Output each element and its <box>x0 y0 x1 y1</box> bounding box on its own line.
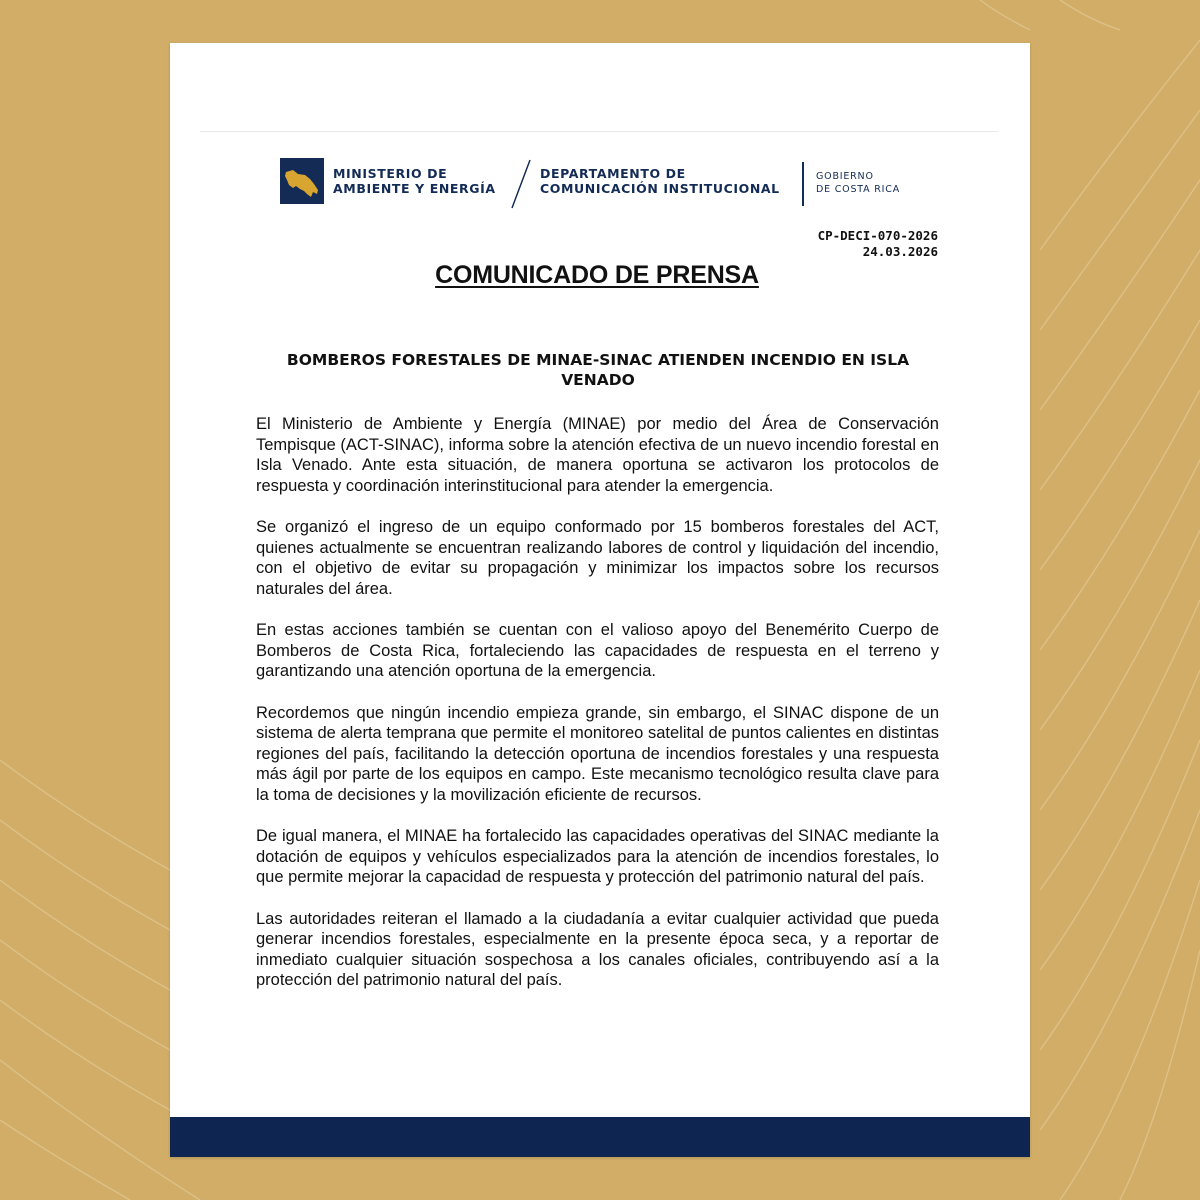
body-paragraph: En estas acciones también se cuentan con el valioso apoyo del Benemérito Cuerpo de Bomberos de Costa Rica, fortaleciendo las capacidades de respuesta en el terreno y garantizando una atención oportuna de la emergencia. <box>256 621 939 680</box>
slash-divider <box>508 158 534 210</box>
government-name <box>816 170 946 196</box>
government-name-line2: DE COSTA RICA <box>816 184 900 195</box>
top-divider <box>200 131 998 132</box>
press-release-document <box>170 43 1030 1157</box>
headline <box>270 350 926 390</box>
body-paragraph: Se organizó el ingreso de un equipo conformado por 15 bomberos forestales del ACT, quienes actualmente se encuentran realizando labores de control y liquidación del incendio, con el objetivo de evitar su propagación y minimizar los impactos sobre los recursos naturales del área. <box>256 518 939 598</box>
body-paragraph: El Ministerio de Ambiente y Energía (MINAE) por medio del Área de Conservación Tempisque (ACT-SINAC), informa sobre la atención efectiva de un nuevo incendio forestal en Isla Venado. Ante esta situación, de manera oportuna se activaron los protocolos de respuesta y coordinación interinstitucional para atender la emergencia. <box>256 415 939 495</box>
body-paragraph: De igual manera, el MINAE ha fortalecido las capacidades operativas del SINAC mediante la dotación de equipos y vehículos especializados para la atención de incendios forestales, lo que permite mejorar la capacidad de respuesta y protección del patrimonio natural del país. <box>256 827 939 886</box>
headline-line2: VENADO <box>561 371 635 389</box>
body-paragraph: Las autoridades reiteran el llamado a la ciudadanía a evitar cualquier actividad que pueda generar incendios forestales, especialmente en la presente época seca, y a reportar de inmediato cualquier situación sospechosa a los canales oficiales, contribuyendo así a la protección del patrimonio natural del país. <box>256 909 939 989</box>
ministry-name <box>333 166 523 196</box>
department-name <box>540 166 810 196</box>
government-name-line1: GOBIERNO <box>816 171 874 182</box>
headline-line1: BOMBEROS FORESTALES DE MINAE-SINAC ATIENDEN INCENDIO EN ISLA <box>286 351 910 369</box>
letterhead <box>280 156 940 211</box>
document-date: 24.03.2026 <box>862 244 938 259</box>
page-title: COMUNICADO DE PRENSA <box>435 261 759 289</box>
ministry-name-line2: AMBIENTE Y ENERGÍA <box>333 181 496 196</box>
department-name-line2: COMUNICACIÓN INSTITUCIONAL <box>540 181 780 196</box>
body-text <box>256 414 939 1012</box>
vertical-divider <box>802 162 804 206</box>
document-code: CP-DECI-070-2026 <box>817 228 938 243</box>
ministry-name-line1: MINISTERIO DE <box>333 166 448 181</box>
costa-rica-map-logo-icon <box>280 158 324 204</box>
document-meta <box>818 228 938 260</box>
body-paragraph: Recordemos que ningún incendio empieza grande, sin embargo, el SINAC dispone de un sistema de alerta temprana que permite el monitoreo satelital de puntos calientes en distintas regiones del país, facilitando la detección oportuna de incendios forestales y una respuesta más ágil por parte de los equipos en campo. Este mecanismo tecnológico resulta clave para la toma de decisiones y la movilización eficiente de recursos. <box>256 703 939 804</box>
department-name-line1: DEPARTAMENTO DE <box>540 166 686 181</box>
footer-band <box>170 1117 1030 1157</box>
